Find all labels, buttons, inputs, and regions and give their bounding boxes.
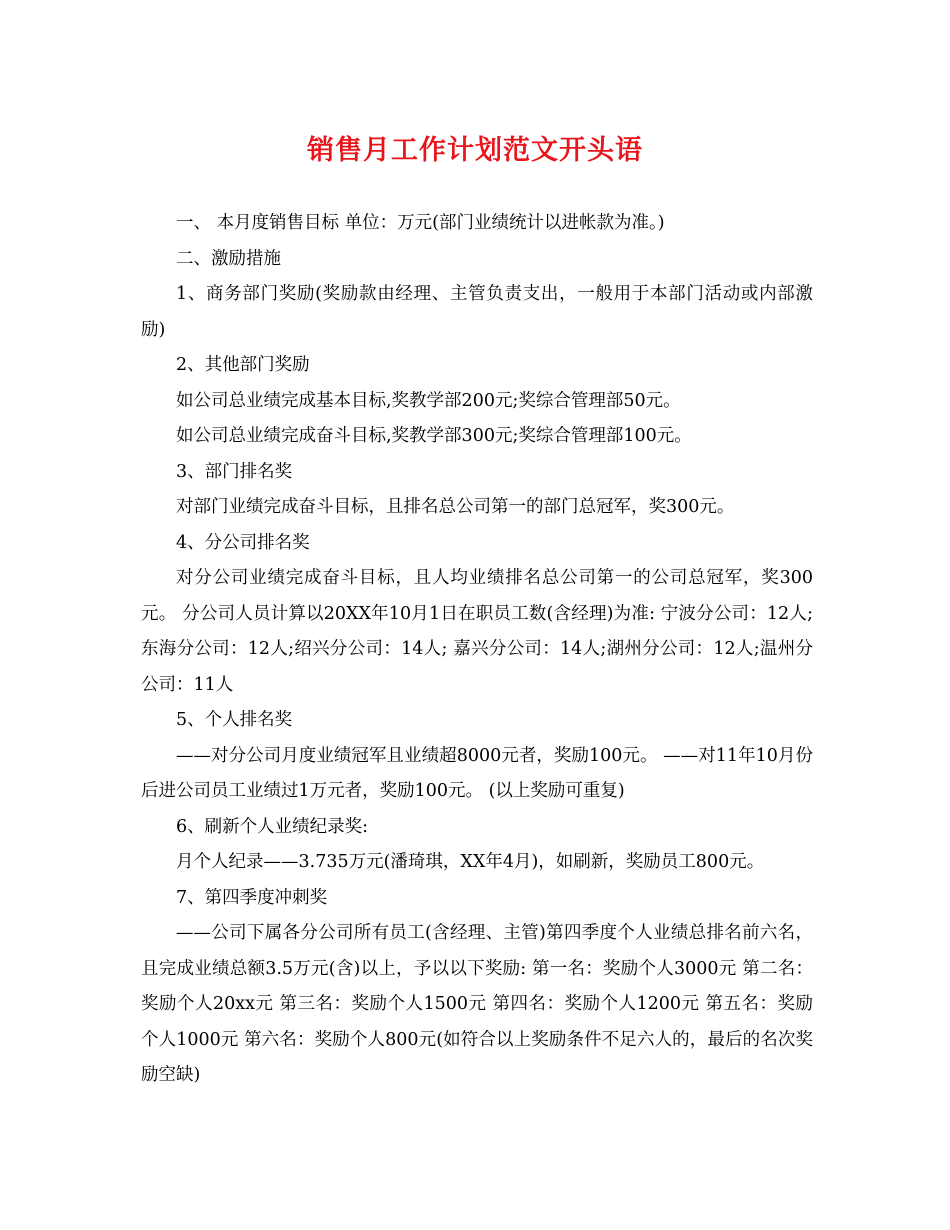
paragraph: ——对分公司月度业绩冠军且业绩超8000元者，奖励100元。 ——对11年10月份后进公司员工业绩过1万元者，奖励100元。 (以上奖励可重复) bbox=[141, 745, 813, 801]
paragraph: 如公司总业绩完成奋斗目标,奖教学部300元;奖综合管理部100元。 bbox=[176, 426, 692, 446]
paragraph: 1、商务部门奖励(奖励款由经理、主管负责支出，一般用于本部门活动或内部激励) bbox=[141, 284, 813, 340]
paragraph: 月个人纪录——3.735万元(潘琦琪，XX年4月)，如刷新，奖励员工800元。 bbox=[176, 852, 765, 872]
paragraph: ——公司下属各分公司所有员工(含经理、主管)第四季度个人业绩总排名前六名，且完成业绩总额3.5万元(含)以上，予以以下奖励: 第一名：奖励个人3000元 第二名：奖励个人20xx元 第三名：奖励个人1500元 第四名：奖励个人1200元 第五名：奖励个人1000元 第六名：奖励个人800元(如符合以上奖励条件不足六人的，最后的名次奖励空缺) bbox=[141, 923, 813, 1085]
paragraph: 7、第四季度冲刺奖 bbox=[176, 887, 328, 908]
paragraph: 如公司总业绩完成基本目标,奖教学部200元;奖综合管理部50元。 bbox=[176, 390, 681, 411]
document-body bbox=[141, 206, 813, 1094]
paragraph: 一、 本月度销售目标 单位：万元(部门业绩统计以进帐款为准。) bbox=[176, 213, 665, 233]
paragraph: 对分公司业绩完成奋斗目标，且人均业绩排名总公司第一的公司总冠军，奖300元。 分公司人员计算以20XX年10月1日在职员工数(含经理)为准: 宁波分公司：12人;东海分公司：12人;绍兴分公司：14人; 嘉兴分公司：14人;湖州分公司：12人;温州分公司：11人 bbox=[141, 568, 813, 695]
paragraph: 6、刷新个人业绩纪录奖: bbox=[176, 816, 369, 837]
paragraph: 二、激励措施 bbox=[176, 248, 281, 269]
paragraph: 5、个人排名奖 bbox=[176, 710, 293, 730]
document-title: 销售月工作计划范文开头语 bbox=[307, 135, 643, 166]
paragraph: 2、其他部门奖励 bbox=[176, 355, 310, 375]
paragraph: 3、部门排名奖 bbox=[176, 461, 293, 482]
paragraph: 对部门业绩完成奋斗目标，且排名总公司第一的部门总冠军，奖300元。 bbox=[176, 497, 735, 517]
paragraph: 4、分公司排名奖 bbox=[176, 532, 310, 553]
